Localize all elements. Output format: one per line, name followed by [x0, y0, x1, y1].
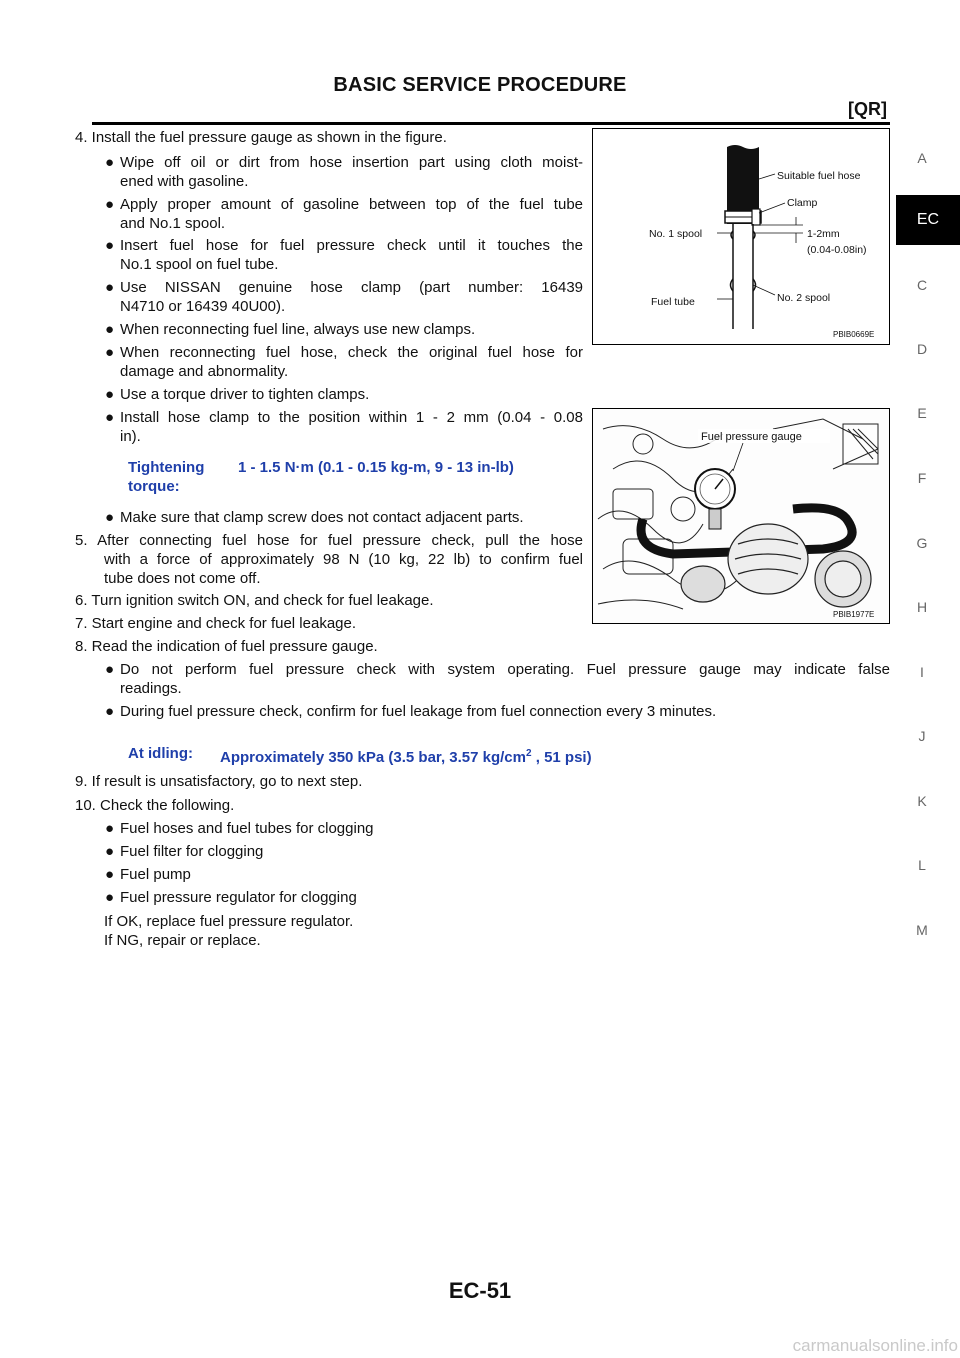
- bullet-new-clamps: ● When reconnecting fuel line, always use new clamps.: [105, 321, 476, 338]
- label-spool1: No. 1 spool: [649, 228, 703, 240]
- side-index-m[interactable]: M: [916, 922, 928, 938]
- step-10: 10. Check the following.: [75, 797, 235, 814]
- label-dim2: (0.04-0.08in): [807, 244, 867, 256]
- side-index-c[interactable]: C: [916, 277, 928, 293]
- fuel-hose-diagram: [593, 129, 889, 344]
- check-item-pump: ● Fuel pump: [105, 866, 191, 883]
- bullet-icon: ●: [105, 196, 115, 213]
- bullet-icon: ●: [105, 889, 115, 906]
- bullet-leak-check: ● During fuel pressure check, confirm for fuel leakage from fuel connection every 3 minutes.: [105, 703, 717, 720]
- bullet-icon: ●: [105, 866, 115, 883]
- label-fuel-pressure-gauge: Fuel pressure gauge: [701, 431, 802, 443]
- step-6: 6. Turn ignition switch ON, and check for fuel leakage.: [75, 592, 434, 609]
- bullet-icon: ●: [105, 703, 115, 720]
- side-index-d[interactable]: D: [916, 341, 928, 357]
- idle-value: Approximately 350 kPa (3.5 bar, 3.57 $kg/cm^2$ , 51 psi): [220, 748, 592, 766]
- figure2-code: PBIB1977E: [833, 610, 875, 619]
- page-number: EC-51: [448, 1278, 512, 1303]
- side-index-f[interactable]: F: [917, 470, 927, 486]
- label-clamp: Clamp: [787, 197, 818, 209]
- bullet-wipe: ● Wipe off oil or dirt from hose insertion part using cloth moist- ened with gasoline.: [105, 154, 583, 190]
- bullet-icon: ●: [105, 279, 115, 296]
- bullet-clamp-screw: ● Make sure that clamp screw does not contact adjacent parts.: [105, 509, 524, 526]
- side-index-l[interactable]: L: [918, 857, 926, 873]
- bullet-icon: ●: [105, 154, 115, 171]
- bullet-icon: ●: [105, 820, 115, 837]
- label-dim1: 1-2mm: [807, 228, 840, 240]
- check-item-regulator: ● Fuel pressure regulator for clogging: [105, 889, 357, 906]
- engine-gauge-illustration: [593, 409, 889, 623]
- figure-fuel-hose-diagram: [592, 128, 890, 345]
- header-rule: [92, 122, 890, 125]
- bullet-no-system-check: ● Do not perform fuel pressure check with system operating. Fuel pressure gauge may indicate false readings.: [105, 661, 890, 697]
- check-item-filter: ● Fuel filter for clogging: [105, 843, 264, 860]
- bullet-gasoline: ● Apply proper amount of gasoline between top of the fuel tube and No.1 spool.: [105, 196, 583, 232]
- bullet-clamp-position: ● Install hose clamp to the position within 1 - 2 mm (0.04 - 0.08 in).: [105, 409, 583, 445]
- side-index-e[interactable]: E: [917, 405, 927, 421]
- step-8: 8. Read the indication of fuel pressure gauge.: [75, 638, 378, 655]
- side-index-ec[interactable]: EC: [896, 195, 960, 245]
- torque-value: 1 - 1.5 N·m (0.1 - 0.15 kg-m, 9 - 13 in-lb): [238, 459, 514, 476]
- idle-label: At idling:: [128, 745, 193, 762]
- figure-engine-gauge: [592, 408, 890, 624]
- bullet-icon: ●: [105, 509, 115, 526]
- side-index-g[interactable]: G: [916, 535, 928, 551]
- page-title: BASIC SERVICE PROCEDURE: [333, 74, 627, 96]
- bullet-clamp-part: ● Use NISSAN genuine hose clamp (part number: 16439 N4710 or 16439 40U00).: [105, 279, 583, 315]
- bullet-icon: ●: [105, 344, 115, 361]
- step-5: 5. After connecting fuel hose for fuel pressure check, pull the hose with a force of approximately 98 N (10 kg, 22 lb) to confirm fuel tube does not come off.: [75, 532, 583, 587]
- bullet-icon: ●: [105, 661, 115, 678]
- label-suitable-hose: Suitable fuel hose: [777, 170, 861, 182]
- side-index-a[interactable]: A: [917, 150, 927, 166]
- bullet-torque-driver: ● Use a torque driver to tighten clamps.: [105, 386, 370, 403]
- check-item-hoses: ● Fuel hoses and fuel tubes for clogging: [105, 820, 374, 837]
- side-index-i[interactable]: I: [920, 664, 924, 680]
- result-ng: If NG, repair or replace.: [104, 932, 261, 949]
- figure1-code: PBIB0669E: [833, 330, 875, 339]
- bullet-check-hose: ● When reconnecting fuel hose, check the original fuel hose for damage and abnormality.: [105, 344, 583, 380]
- page-subtitle: [QR]: [848, 99, 887, 119]
- label-spool2: No. 2 spool: [777, 292, 831, 304]
- side-index-k[interactable]: K: [917, 793, 927, 809]
- side-index-h[interactable]: H: [916, 599, 928, 615]
- step-4: 4. Install the fuel pressure gauge as shown in the figure.: [75, 129, 447, 146]
- watermark: carmanualsonline.info: [792, 1336, 958, 1355]
- side-index-j[interactable]: J: [918, 728, 926, 744]
- bullet-icon: ●: [105, 386, 115, 403]
- bullet-icon: ●: [105, 321, 115, 338]
- step-7: 7. Start engine and check for fuel leakage.: [75, 615, 357, 632]
- label-fuel-tube: Fuel tube: [651, 296, 695, 308]
- torque-label: Tightening torque:: [128, 459, 205, 495]
- clamp-screw-shape: [752, 209, 760, 225]
- bullet-icon: ●: [105, 843, 115, 860]
- step-9: 9. If result is unsatisfactory, go to next step.: [75, 773, 363, 790]
- bullet-insert: ● Insert fuel hose for fuel pressure check until it touches the No.1 spool on fuel tube.: [105, 237, 583, 273]
- bullet-icon: ●: [105, 409, 115, 426]
- bullet-icon: ●: [105, 237, 115, 254]
- result-ok: If OK, replace fuel pressure regulator.: [104, 913, 354, 930]
